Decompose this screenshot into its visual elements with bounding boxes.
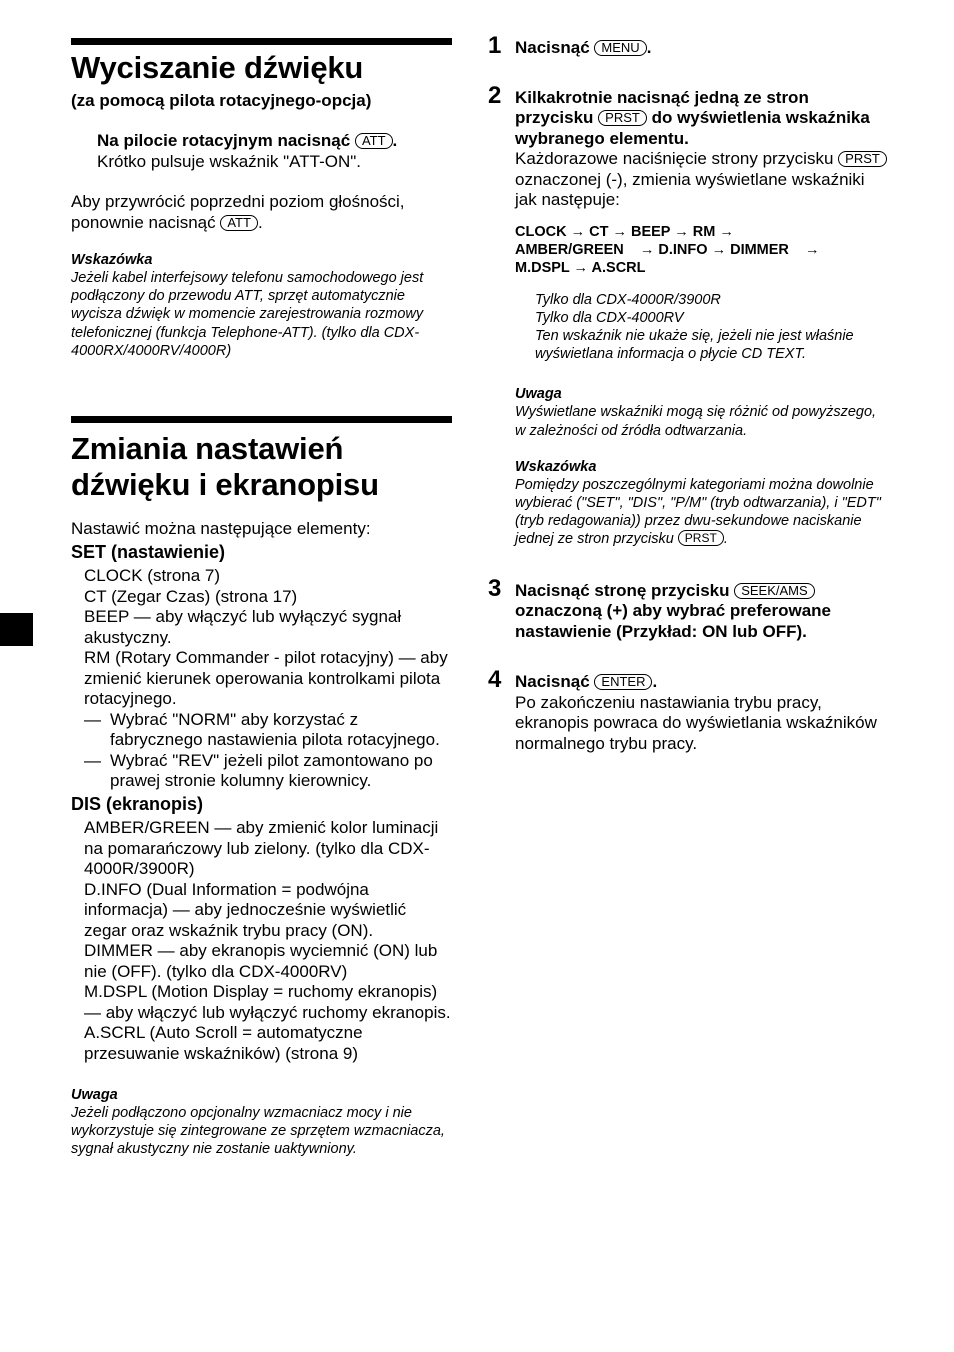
page-tab-marker — [0, 613, 33, 646]
step-number: 4 — [488, 666, 502, 694]
restore-paragraph: Aby przywrócić poprzedni poziom głośności, ponownie nacisnąć ATT . — [71, 192, 405, 232]
dis-heading: DIS (ekranopis) — [71, 793, 204, 814]
tip-title: Wskazówka — [71, 252, 153, 268]
tip-box — [71, 251, 452, 360]
section-rule — [71, 38, 452, 45]
left-column — [71, 38, 452, 1159]
step-number: 2 — [488, 81, 502, 109]
mute-instruction: Na pilocie rotacyjnym nacisnąć ATT . Krótko pulsuje wskaźnik "ATT-ON". — [71, 131, 452, 172]
note-box — [515, 385, 888, 439]
prst-key-3: PRST — [678, 530, 724, 546]
list-item: BEEP — aby włączyć lub wyłączyć sygnał akustyczny. — [84, 607, 402, 647]
step-number: 1 — [488, 32, 502, 59]
prst-key-2: PRST — [838, 151, 887, 167]
tip-text: Pomiędzy poszczególnymi kategoriami można dowolnie wybierać ("SET", "DIS", "P/M" (tryb odtwarzania), i "EDT" (tryb redagowania)) przez dwu-sekundowe naciskanie jednej ze stron przycisku PRST . — [515, 476, 881, 548]
note-text: Jeżeli podłączono opcjonalny wzmacniacz mocy i nie wykorzystuje się zintegrowane ze sprzętem wzmacniacza, sygnał akustyczny nie zostanie uaktywniony. — [71, 1105, 445, 1158]
list-item: RM (Rotary Commander - pilot rotacyjny) — aby zmienić kierunek operowania kontrolkami pilota rotacyjnego. — [84, 648, 448, 709]
list-item: AMBER/GREEN — aby zmienić kolor luminacji na pomarańczowy lub zielony. (tylko dla CDX-4000R/3900R) — [84, 818, 439, 879]
menu-key: MENU — [594, 40, 646, 56]
tip-text: Jeżeli kabel interfejsowy telefonu samochodowego jest podłączony do przewodu ATT, sprzęt automatycznie wycisza dźwięk w momencie zarejestrowania rozmowy telefonicznej (funkcja Telephone-ATT). (tylko dla CDX-4000RX/4000RV/4000R) — [71, 270, 424, 359]
note-text: Wyświetlane wskaźniki mogą się różnić od powyższego, w zależności od źródła odtwarzania. — [515, 404, 877, 439]
note-title: Uwaga — [515, 386, 562, 403]
note-title: Uwaga — [71, 1087, 118, 1104]
list-item: A.SCRL (Auto Scroll = automatyczne przesuwanie wskaźników) (strona 9) — [84, 1023, 363, 1063]
instruction-result: Krótko pulsuje wskaźnik "ATT-ON". — [97, 151, 361, 171]
step-3: 3 Nacisnąć stronę przycisku SEEK/AMS oznaczoną (+) aby wybrać preferowane nastawienie (Przykład: ON lub OFF). — [488, 574, 832, 641]
footnote: Tylko dla CDX-4000R/3900R — [535, 291, 721, 308]
dis-list — [71, 818, 452, 1064]
step-4-body: Po zakończeniu nastawiania trybu pracy, ekranopis powraca do wyświetlania wskaźników normalnego trybu pracy. — [515, 692, 877, 753]
step-4: 4 Nacisnąć ENTER . Po zakończeniu nastawiania trybu pracy, ekranopis powraca do wyświetlania wskaźników normalnego trybu pracy. — [488, 672, 888, 754]
step-number: 3 — [488, 574, 502, 602]
note-box — [71, 1086, 452, 1159]
list-item: D.INFO (Dual Information = podwójna informacja) — aby jednocześnie wyświetlić zegar oraz wskaźnik trybu pracy (ON). — [84, 879, 407, 940]
tip-title: Wskazówka — [515, 458, 597, 475]
instruction-text: Na pilocie rotacyjnym nacisnąć — [97, 131, 351, 150]
section-title-settings: Zmiania nastawień dźwięku i ekranopisu — [71, 431, 379, 503]
set-list — [71, 566, 452, 710]
att-key-2: ATT — [220, 215, 258, 231]
att-key: ATT — [355, 133, 393, 149]
rm-option: — Wybrać "NORM" aby korzystać z fabrycznego nastawienia pilota rotacyjnego. — [84, 709, 440, 750]
set-heading: SET (nastawienie) — [71, 541, 226, 562]
rm-option: — Wybrać "REV" jeżeli pilot zamontowano po prawej stronie kolumny kierownicy. — [84, 750, 433, 791]
footnote: Ten wskaźnik nie ukaże się, jeżeli nie jest właśnie wyświetlana informacja o płycie CD TEXT. — [535, 327, 854, 363]
list-item: CLOCK (strona 7) — [84, 566, 221, 586]
seek-ams-key: SEEK/AMS — [734, 583, 814, 599]
prst-key: PRST — [598, 110, 647, 126]
list-item: CT (Zegar Czas) (strona 17) — [84, 586, 298, 606]
footnote: Tylko dla CDX-4000RV — [535, 309, 684, 326]
section-subtitle: (za pomocą pilota rotacyjnego-opcja) — [71, 91, 372, 110]
footnotes — [515, 291, 888, 364]
step-2-body: Każdorazowe naciśnięcie strony przycisku PRST oznaczonej (-), zmienia wyświetlane wskaźniki jak następuje: — [515, 149, 888, 211]
list-item: M.DSPL (Motion Display = ruchomy ekranopis) — aby włączyć lub wyłączyć ruchomy ekranopis. — [84, 982, 451, 1022]
section-rule-2 — [71, 416, 452, 423]
step-2: 2 Kilkakrotnie nacisnąć jedną ze stron przycisku PRST do wyświetlenia wskaźnika wybranego elementu. Każdorazowe naciśnięcie strony przycisku PRST oznaczonej (-), zmienia wyświetlane wskaźniki jak następuje: CLOCK → CT → BEEP → RM → AMBER/GREEN → D.INFO → DIMMER → M.DSPL → A.SCRL Tylko dla CDX-4000R/3900R Tylko dla CDX-4000RV Ten wskaźnik nie ukaże się, jeżeli nie jest właśnie wyświetlana informacja o płycie CD TEXT. Uwaga Wyświetlane wskaźniki mogą się różnić od powyższego, w zależności od źródła odtwarzania. Wskazówka Pomiędzy poszczególnymi kategoriami można dowolnie wybierać ("SET", "DIS", "P/M" (tryb odtwarzania), i "EDT" (tryb redagowania)) przez dwu-sekundowe naciskanie jednej ze stron przycisku PRST . — [488, 88, 888, 549]
step-1: 1 Nacisnąć MENU . — [488, 32, 652, 59]
intro-text: Nastawić można następujące elementy: — [71, 519, 371, 539]
right-column — [488, 32, 888, 754]
enter-key: ENTER — [594, 674, 652, 690]
list-item: DIMMER — aby ekranopis wyciemnić (ON) lub nie (OFF). (tylko dla CDX-4000RV) — [84, 941, 438, 981]
tip-box — [515, 458, 888, 549]
indicator-sequence: CLOCK → CT → BEEP → RM → AMBER/GREEN → D.INFO → DIMMER → M.DSPL → A.SCRL — [515, 223, 820, 276]
section-title-mute: Wyciszanie dźwięku — [71, 50, 364, 85]
